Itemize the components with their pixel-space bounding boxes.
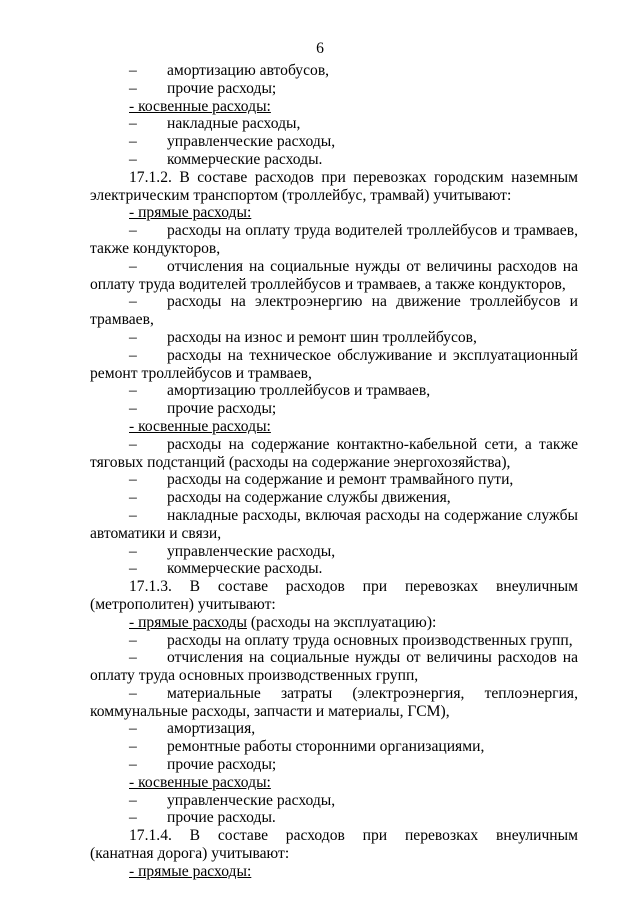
list-dash: – bbox=[129, 506, 137, 524]
list-item bbox=[90, 507, 578, 525]
paragraph-text: электрическим транспортом (троллейбус, трамвай) учитывают: bbox=[90, 186, 512, 204]
list-item bbox=[90, 258, 578, 276]
list-item-text: амортизацию троллейбусов и трамваев, bbox=[167, 382, 431, 400]
section-label bbox=[90, 774, 578, 792]
list-item bbox=[90, 756, 578, 774]
list-item-text: накладные расходы, включая расходы на содержание службы bbox=[167, 506, 578, 524]
list-item bbox=[90, 471, 578, 489]
paragraph-line bbox=[90, 596, 578, 614]
section-label-text: - косвенные расходы: bbox=[129, 97, 271, 115]
paragraph-line bbox=[90, 311, 578, 329]
list-item bbox=[90, 329, 578, 347]
list-item-text: расходы на техническое обслуживание и эксплуатационный bbox=[167, 346, 578, 364]
list-item-text: прочие расходы. bbox=[167, 809, 276, 827]
list-dash: – bbox=[129, 631, 137, 649]
paragraph-text: 17.1.3. В составе расходов при перевозках внеуличным bbox=[129, 578, 578, 596]
list-dash: – bbox=[129, 346, 137, 364]
list-dash: – bbox=[129, 684, 137, 702]
list-dash: – bbox=[129, 489, 137, 507]
list-item-text: амортизация, bbox=[167, 720, 256, 738]
section-label-text: - косвенные расходы: bbox=[129, 417, 271, 435]
section-label-text: - прямые расходы: bbox=[129, 862, 252, 880]
paragraph-line bbox=[90, 240, 578, 258]
list-item bbox=[90, 115, 578, 133]
paragraph-line bbox=[90, 365, 578, 383]
list-item bbox=[90, 792, 578, 810]
paragraph-text: оплату труда основных производственных групп, bbox=[90, 667, 419, 685]
paragraph-text: коммунальные расходы, запчасти и материалы, ГСМ), bbox=[90, 702, 450, 720]
list-item bbox=[90, 151, 578, 169]
list-item-text: прочие расходы; bbox=[167, 79, 277, 97]
paragraph-text: трамваев, bbox=[90, 311, 154, 329]
list-dash: – bbox=[129, 435, 137, 453]
list-dash: – bbox=[129, 62, 137, 79]
paragraph-line bbox=[90, 525, 578, 543]
document-body bbox=[90, 62, 578, 881]
list-item bbox=[90, 347, 578, 365]
list-item-text: расходы на содержание и ремонт трамвайного пути, bbox=[167, 471, 514, 489]
list-dash: – bbox=[129, 293, 137, 311]
list-item bbox=[90, 543, 578, 561]
list-item-text: расходы на содержание службы движения, bbox=[167, 489, 451, 507]
section-label bbox=[90, 98, 578, 116]
list-item bbox=[90, 560, 578, 578]
list-item bbox=[90, 382, 578, 400]
list-item-text: управленческие расходы, bbox=[167, 133, 336, 151]
section-label bbox=[90, 863, 578, 881]
list-item-text: накладные расходы, bbox=[167, 115, 301, 133]
list-item-text: управленческие расходы, bbox=[167, 791, 336, 809]
section-label-text: - косвенные расходы: bbox=[129, 773, 271, 791]
list-item bbox=[90, 649, 578, 667]
list-item-text: коммерческие расходы. bbox=[167, 560, 323, 578]
list-item-text: амортизацию автобусов, bbox=[167, 62, 330, 79]
list-dash: – bbox=[129, 809, 137, 827]
list-item bbox=[90, 632, 578, 650]
list-item-text: расходы на оплату труда водителей троллейбусов и трамваев, bbox=[167, 222, 578, 240]
list-dash: – bbox=[129, 382, 137, 400]
paragraph-line bbox=[90, 845, 578, 863]
list-dash: – bbox=[129, 257, 137, 275]
paragraph-line bbox=[90, 169, 578, 187]
list-item bbox=[90, 222, 578, 240]
list-item bbox=[90, 80, 578, 98]
list-dash: – bbox=[129, 738, 137, 756]
list-item-text: ремонтные работы сторонними организациями, bbox=[167, 738, 485, 756]
list-item-text: расходы на электроэнергию на движение троллейбусов и bbox=[167, 293, 578, 311]
list-item bbox=[90, 489, 578, 507]
paragraph-line bbox=[90, 578, 578, 596]
list-item-text: отчисления на социальные нужды от величины расходов на bbox=[167, 257, 578, 275]
paragraph-text: ремонт троллейбусов и трамваев, bbox=[90, 364, 312, 382]
list-dash: – bbox=[129, 133, 137, 151]
paragraph-text: 17.1.4. В составе расходов при перевозках внеуличным bbox=[129, 827, 578, 845]
paragraph-line bbox=[90, 454, 578, 472]
list-item bbox=[90, 738, 578, 756]
list-item-text: коммерческие расходы. bbox=[167, 150, 323, 168]
paragraph-text: оплату труда водителей троллейбусов и трамваев, а также кондукторов, bbox=[90, 275, 566, 293]
list-item bbox=[90, 400, 578, 418]
section-label bbox=[90, 418, 578, 436]
paragraph-text: автоматики и связи, bbox=[90, 524, 222, 542]
section-label-text: - прямые расходы: bbox=[129, 204, 252, 222]
section-label bbox=[90, 614, 578, 632]
paragraph-text: (канатная дорога) учитывают: bbox=[90, 845, 290, 863]
list-dash: – bbox=[129, 720, 137, 738]
list-item-text: прочие расходы; bbox=[167, 756, 277, 774]
list-dash: – bbox=[129, 400, 137, 418]
list-item bbox=[90, 133, 578, 151]
paragraph-text: тяговых подстанций (расходы на содержание энергохозяйства), bbox=[90, 453, 511, 471]
list-dash: – bbox=[129, 79, 137, 97]
list-item-text: материальные затраты (электроэнергия, теплоэнергия, bbox=[167, 684, 578, 702]
paragraph-line bbox=[90, 276, 578, 294]
list-dash: – bbox=[129, 115, 137, 133]
list-item-text: расходы на содержание контактно-кабельной сети, а также bbox=[167, 435, 578, 453]
paragraph-line bbox=[90, 667, 578, 685]
list-item-text: прочие расходы; bbox=[167, 400, 277, 418]
list-dash: – bbox=[129, 471, 137, 489]
paragraph-line bbox=[90, 827, 578, 845]
list-item bbox=[90, 436, 578, 454]
paragraph-line bbox=[90, 187, 578, 205]
list-dash: – bbox=[129, 150, 137, 168]
list-dash: – bbox=[129, 791, 137, 809]
list-item-text: расходы на износ и ремонт шин троллейбусов, bbox=[167, 328, 477, 346]
list-item-text: управленческие расходы, bbox=[167, 542, 336, 560]
list-dash: – bbox=[129, 756, 137, 774]
list-item bbox=[90, 720, 578, 738]
list-dash: – bbox=[129, 542, 137, 560]
list-item bbox=[90, 809, 578, 827]
list-item-text: отчисления на социальные нужды от величины расходов на bbox=[167, 649, 578, 667]
list-dash: – bbox=[129, 328, 137, 346]
list-item bbox=[90, 62, 578, 80]
paragraph-text: (метрополитен) учитывают: bbox=[90, 595, 276, 613]
section-label-text: - прямые расходы bbox=[129, 613, 247, 631]
list-dash: – bbox=[129, 222, 137, 240]
list-dash: – bbox=[129, 649, 137, 667]
page-number: 6 bbox=[316, 40, 324, 57]
paragraph-text: 17.1.2. В составе расходов при перевозках городским наземным bbox=[129, 168, 578, 186]
section-label-note: (расходы на эксплуатацию): bbox=[246, 613, 437, 631]
list-dash: – bbox=[129, 560, 137, 578]
paragraph-text: также кондукторов, bbox=[90, 239, 221, 257]
list-item-text: расходы на оплату труда основных производственных групп, bbox=[167, 631, 573, 649]
section-label bbox=[90, 204, 578, 222]
list-item bbox=[90, 293, 578, 311]
paragraph-line bbox=[90, 703, 578, 721]
list-item bbox=[90, 685, 578, 703]
